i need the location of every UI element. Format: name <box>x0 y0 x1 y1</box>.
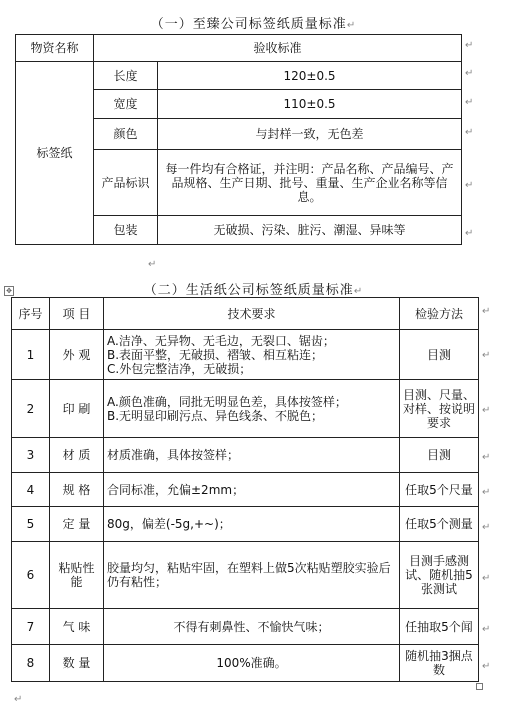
row-item: 外 观 <box>50 330 104 380</box>
row-method: 目测 <box>400 438 479 473</box>
row-item: 定 量 <box>50 507 104 542</box>
table-row <box>12 542 479 609</box>
row-method: 任抽取5个闻 <box>400 609 479 645</box>
row-no: 8 <box>12 645 50 682</box>
row-method: 目测手感测试、随机抽5张测试 <box>400 542 479 609</box>
header-no: 序号 <box>12 298 50 330</box>
row-item: 气 味 <box>50 609 104 645</box>
standard-cell: 120±0.5 <box>158 62 462 90</box>
row-item: 粘贴性能 <box>50 542 104 609</box>
item-cell: 产品标识 <box>94 150 158 216</box>
header-acceptance-standard: 验收标准 <box>94 35 462 62</box>
row-method: 随机抽3捆点数 <box>400 645 479 682</box>
row-no: 2 <box>12 380 50 438</box>
item-cell: 宽度 <box>94 90 158 119</box>
table-row <box>12 609 479 645</box>
row-method: 目测、尺量、对样、按说明要求 <box>400 380 479 438</box>
standard-cell: 与封样一致，无色差 <box>158 119 462 150</box>
header-method: 检验方法 <box>400 298 479 330</box>
row-no: 6 <box>12 542 50 609</box>
row-requirement: 80g，偏差(-5g,+~)； <box>104 507 400 542</box>
section1-table <box>15 34 462 245</box>
row-item: 规 格 <box>50 473 104 507</box>
row-method: 目测 <box>400 330 479 380</box>
row-requirement: 材质准确，具体按签样； <box>104 438 400 473</box>
row-item: 材 质 <box>50 438 104 473</box>
row-requirement: A.洁净、无异物、无毛边，无裂口、锯齿； B.表面平整，无破损、褶皱、相互粘连； C.外包完整洁净，无破损； <box>104 330 400 380</box>
table-row <box>12 380 479 438</box>
table-row <box>12 330 479 380</box>
material-cell: 标签纸 <box>16 62 94 245</box>
table-row <box>16 62 462 90</box>
row-item: 数 量 <box>50 645 104 682</box>
row-no: 5 <box>12 507 50 542</box>
row-requirement: 合同标准，允偏±2mm； <box>104 473 400 507</box>
item-cell: 颜色 <box>94 119 158 150</box>
standard-cell: 无破损、污染、脏污、潮湿、异味等 <box>158 216 462 245</box>
standard-cell: 每一件均有合格证，并注明：产品名称、产品编号、产品规格、生产日期、批号、重量、生产企业名称等信息。 <box>158 150 462 216</box>
row-no: 1 <box>12 330 50 380</box>
table-row <box>16 35 462 62</box>
row-no: 7 <box>12 609 50 645</box>
header-requirement: 技术要求 <box>104 298 400 330</box>
row-item: 印 刷 <box>50 380 104 438</box>
table-resize-handle-icon[interactable] <box>476 683 483 690</box>
row-no: 3 <box>12 438 50 473</box>
table-row <box>12 645 479 682</box>
row-requirement: 100%准确。 <box>104 645 400 682</box>
item-cell: 包装 <box>94 216 158 245</box>
header-material-name: 物资名称 <box>16 35 94 62</box>
row-requirement: 胶量均匀，粘贴牢固，在塑料上做5次粘贴塑胶实验后仍有粘性； <box>104 542 400 609</box>
table-row <box>12 298 479 330</box>
row-no: 4 <box>12 473 50 507</box>
table-row <box>12 438 479 473</box>
row-requirement: A.颜色准确，同批无明显色差，具体按签样； B.无明显印刷污点、异色线条、不脱色； <box>104 380 400 438</box>
item-cell: 长度 <box>94 62 158 90</box>
table-move-anchor-icon[interactable]: ✥ <box>4 286 14 296</box>
row-method: 任取5个尺量 <box>400 473 479 507</box>
row-requirement: 不得有刺鼻性、不愉快气味； <box>104 609 400 645</box>
section1-title: （一）至臻公司标签纸质量标准↵ <box>150 17 357 32</box>
header-item: 项 目 <box>50 298 104 330</box>
table-row <box>12 473 479 507</box>
section2-table <box>11 297 479 682</box>
standard-cell: 110±0.5 <box>158 90 462 119</box>
section2-title: （二）生活纸公司标签纸质量标准↵ <box>143 283 364 298</box>
table-row <box>12 507 479 542</box>
row-method: 任取5个测量 <box>400 507 479 542</box>
